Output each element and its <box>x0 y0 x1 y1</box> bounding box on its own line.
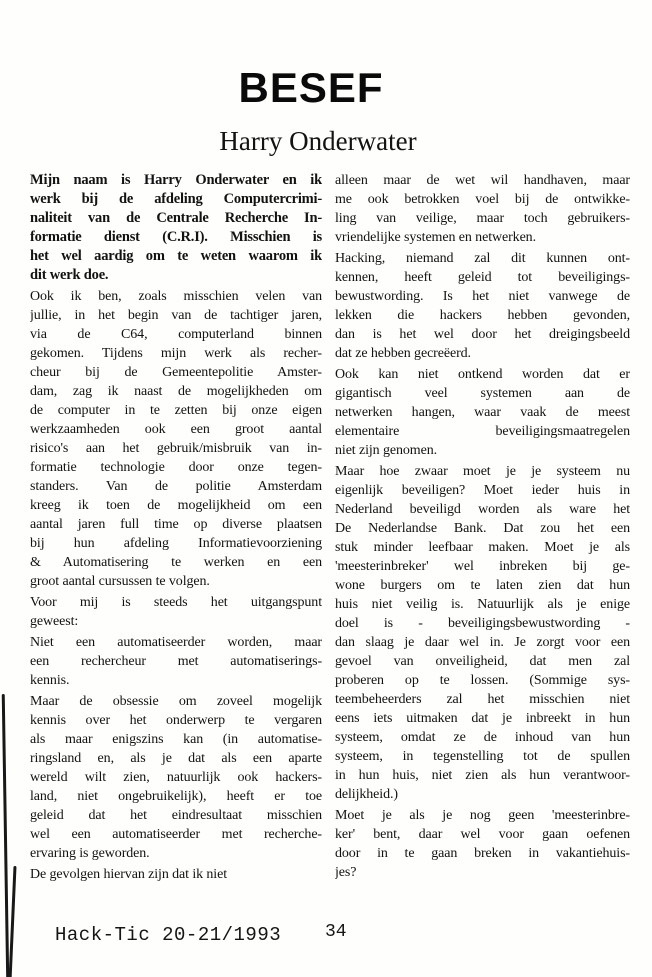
text-line: systeem, in tegenstelling tot de spullen <box>335 749 630 764</box>
paragraph <box>30 287 322 591</box>
text-line: wereld wilt zien, natuurlijk ook hackers- <box>30 770 322 785</box>
text-line: formatie technologie door onze tegen- <box>30 460 322 475</box>
paragraph <box>30 692 322 863</box>
text-line: Maar hoe zwaar moet je je systeem nu <box>335 464 630 479</box>
text-line: land, niet ongebruikelijk), heeft er toe <box>30 789 322 804</box>
paragraph <box>335 249 630 363</box>
text-line: elementaire beveiligingsmaatregelen <box>335 424 630 439</box>
paragraph <box>30 593 322 631</box>
text-line: ervaring is geworden. <box>30 846 150 861</box>
text-line: bij hun afdeling Informatievoorziening <box>30 536 322 551</box>
text-line: in hun huis, niet zien als hun verantwoor- <box>335 768 630 783</box>
text-line: werkzaamheden ook een groot aantal <box>30 422 322 437</box>
text-line: Nederland beveiligd worden als ware het <box>335 502 630 517</box>
text-line: dam, zag ik naast de mogelijkheden om <box>30 384 322 399</box>
text-line: ringsland en, als je dat als een aparte <box>30 751 322 766</box>
text-line: eigenlijk beveiligen? Moet ieder huis in <box>335 483 630 498</box>
footer-issue-label: Hack-Tic 20-21/1993 <box>55 924 282 946</box>
text-line: groot aantal cursussen te volgen. <box>30 574 210 589</box>
paragraph <box>335 171 630 247</box>
text-line: geleid dat het eindresultaat misschien <box>30 808 322 823</box>
text-line: niet zijn genomen. <box>335 443 438 458</box>
text-line: ker' bent, daar wel voor gaan oefenen <box>335 827 630 842</box>
paragraph <box>30 865 322 884</box>
text-line: vriendelijke systemen en netwerken. <box>335 230 536 245</box>
text-line: huis niet veilig is. Natuurlijk als je enige <box>335 597 630 612</box>
text-line: Ook kan niet ontkend worden dat er <box>335 367 630 382</box>
text-line: bewustwording. Is het niet vanwege de <box>335 289 630 304</box>
text-line: Hacking, niemand zal dit kunnen ont- <box>335 251 630 266</box>
text-line: Voor mij is steeds het uitgangspunt <box>30 595 322 610</box>
text-line: Mijn naam is Harry Onderwater en ik <box>30 172 322 188</box>
text-line: door in te gaan breken in vakantiehuis- <box>335 846 630 861</box>
page-title: BESEF <box>238 64 384 111</box>
text-line: aantal jaren full time op diverse plaatsen <box>30 517 322 532</box>
text-line: De Nederlandse Bank. Dat zou het een <box>335 521 630 536</box>
text-line: doel is - beveiligingsbewustwording - <box>335 616 630 631</box>
text-line: Ook ik ben, zoals misschien velen van <box>30 289 322 304</box>
author-byline: Harry Onderwater <box>219 126 417 156</box>
text-line: risico's aan het gebruik/misbruik van in- <box>30 441 322 456</box>
text-line: lekken die hackers hebben gevonden, <box>335 308 630 323</box>
text-line: 'meesterinbreker' wel inbreken bij ge- <box>335 559 630 574</box>
text-line: geweest: <box>30 614 79 629</box>
text-line: delijkheid.) <box>335 787 398 802</box>
text-line: dat ze hebben gecreëerd. <box>335 346 471 361</box>
text-line: Moet je als je nog geen 'meesterinbre- <box>335 808 630 823</box>
text-line: cheur bij de Gemeentepolitie Amster- <box>30 365 322 380</box>
text-line: kreeg ik toen de mogelijkheid om een <box>30 498 322 513</box>
text-line: me ook betrokken voel bij de ontwikke- <box>335 192 630 207</box>
text-line: Niet een automatiseerder worden, maar <box>30 635 322 650</box>
text-line: gevoel van onveiligheid, dat men zal <box>335 654 630 669</box>
text-line: alleen maar de wet wil handhaven, maar <box>335 173 630 188</box>
text-line: netwerken hangen, waar vaak de meest <box>335 405 630 420</box>
text-line: werk bij de afdeling Computercrimi- <box>30 191 322 207</box>
text-line: standers. Van de politie Amsterdam <box>30 479 322 494</box>
text-line: gigantisch veel systemen aan de <box>335 386 630 401</box>
text-line: ling van veilige, maar toch gebruikers- <box>335 211 630 226</box>
text-line: formatie dienst (C.R.I). Misschien is <box>30 229 322 245</box>
text-line: wel een automatiseerder met recherche- <box>30 827 322 842</box>
text-column-left <box>30 171 322 886</box>
text-line: Maar de obsessie om zoveel mogelijk <box>30 694 322 709</box>
text-line: de computer in te zetten bij onze eigen <box>30 403 322 418</box>
text-line: gekomen. Tijdens mijn werk als recher- <box>30 346 322 361</box>
text-line: jes? <box>335 865 357 880</box>
text-line: als maar enigszins kan (in automatise- <box>30 732 322 747</box>
paragraph <box>335 806 630 882</box>
text-line: proberen op te lossen. (Sommige sys- <box>335 673 630 688</box>
paragraph <box>335 462 630 804</box>
paragraph <box>335 365 630 460</box>
text-line: het wel aardig om te weten waarom ik <box>30 248 322 264</box>
text-line: systeem, omdat ze de inhoud van hun <box>335 730 630 745</box>
text-line: wone burgers om te laten zien dat hun <box>335 578 630 593</box>
text-line: via de C64, computerland binnen <box>30 327 322 342</box>
text-line: jullie, in het begin van de tachtiger jaren, <box>30 308 322 323</box>
text-line: naliteit van de Centrale Recherche In- <box>30 210 322 226</box>
text-line: kennis. <box>30 673 70 688</box>
text-line: teembeheerders zal het misschien niet <box>335 692 630 707</box>
text-line: een rechercheur met automatiserings- <box>30 654 322 669</box>
footer-page-number: 34 <box>325 922 347 942</box>
text-line: dan is het wel door het dreigingsbeeld <box>335 327 630 342</box>
text-line: kennis over het onderwerp te vergaren <box>30 713 322 728</box>
text-line: eens iets uitmaken dat je inbreekt in hun <box>335 711 630 726</box>
text-line: kennen, heeft geleid tot beveiligings- <box>335 270 630 285</box>
article-body <box>0 157 652 886</box>
text-line: stuk minder leefbaar maken. Moet je als <box>335 540 630 555</box>
text-column-right <box>335 171 630 886</box>
text-line: De gevolgen hiervan zijn dat ik niet <box>30 867 228 882</box>
paragraph <box>30 171 322 285</box>
text-line: dan slaag je daar wel in. Je zorgt voor een <box>335 635 630 650</box>
paragraph <box>30 633 322 690</box>
text-line: dit werk doe. <box>30 267 109 283</box>
text-line: & Automatisering te werken en een <box>30 555 322 570</box>
